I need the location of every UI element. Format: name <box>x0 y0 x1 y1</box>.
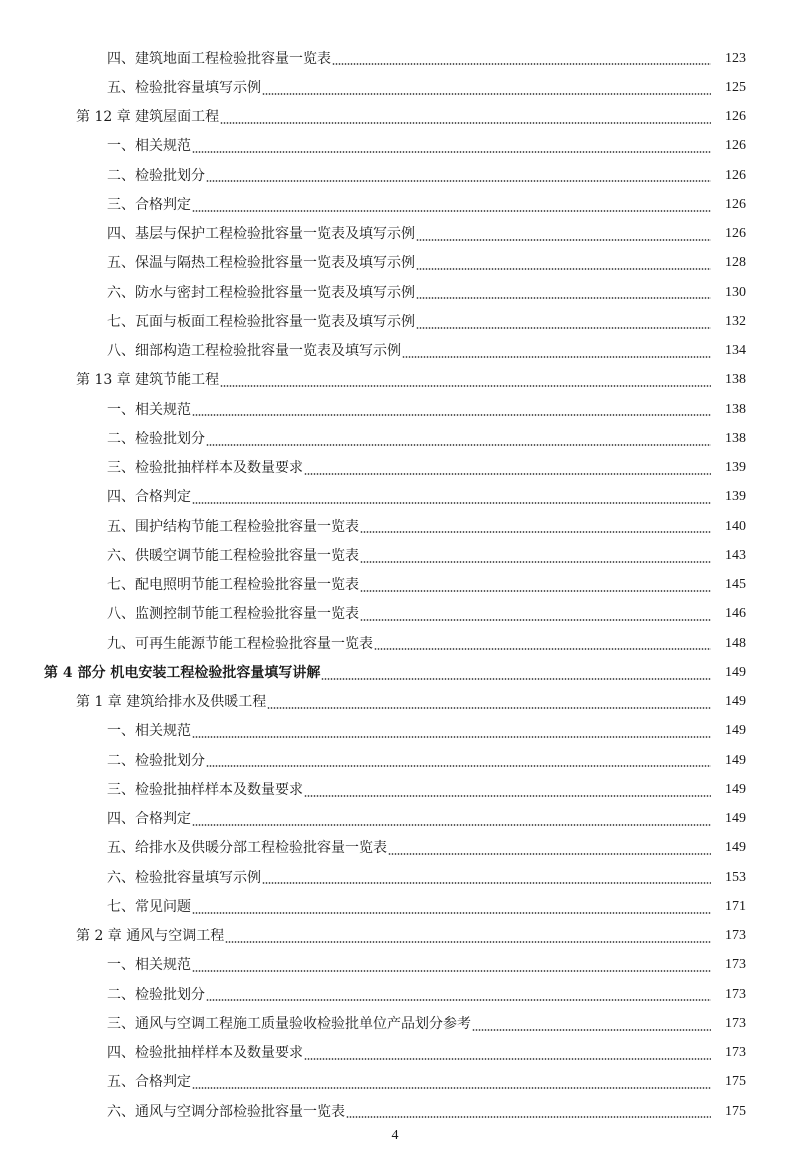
dot-leader <box>206 180 711 182</box>
dot-leader <box>192 1087 711 1089</box>
dot-leader <box>388 853 711 855</box>
dot-leader <box>304 795 711 797</box>
dot-leader <box>267 707 711 709</box>
toc-entry-title: 六、防水与密封工程检验批容量一览表及填写示例 <box>107 284 415 301</box>
dot-leader <box>192 502 711 504</box>
dot-leader <box>206 444 711 446</box>
toc-entry-title: 七、瓦面与板面工程检验批容量一览表及填写示例 <box>107 313 415 330</box>
toc-entry-section[interactable] <box>0 307 790 336</box>
toc-entry-title: 第 12 章 建筑屋面工程 <box>76 109 220 126</box>
dot-leader <box>360 561 711 563</box>
toc-entry-section[interactable] <box>0 863 790 892</box>
toc-entry-title: 三、通风与空调工程施工质量验收检验批单位产品划分参考 <box>107 1015 471 1032</box>
dot-leader <box>346 1116 711 1118</box>
toc-entry-page: 130 <box>725 284 746 300</box>
toc-entry-section[interactable] <box>0 220 790 249</box>
toc-entry-page: 126 <box>725 138 746 154</box>
toc-entry-title: 四、合格判定 <box>107 811 191 828</box>
toc-entry-title: 一、相关规范 <box>107 401 191 418</box>
dot-leader <box>206 999 711 1001</box>
toc-entry-title: 一、相关规范 <box>107 957 191 974</box>
toc-entry-chapter[interactable] <box>0 366 790 395</box>
toc-entry-title: 六、供暖空调节能工程检验批容量一览表 <box>107 547 359 564</box>
toc-entry-title: 第 1 章 建筑给排水及供暖工程 <box>76 694 267 711</box>
toc-entry-page: 149 <box>725 664 746 680</box>
toc-entry-title: 六、检验批容量填写示例 <box>107 869 261 886</box>
toc-entry-title: 三、合格判定 <box>107 196 191 213</box>
toc-entry-page: 175 <box>725 1103 746 1119</box>
toc-entry-title: 四、基层与保护工程检验批容量一览表及填写示例 <box>107 226 415 243</box>
toc-entry-page: 139 <box>725 460 746 476</box>
toc-entry-page: 149 <box>725 723 746 739</box>
toc-entry-title: 二、检验批划分 <box>107 986 205 1003</box>
toc-entry-title: 二、检验批划分 <box>107 430 205 447</box>
toc-entry-title: 九、可再生能源节能工程检验批容量一览表 <box>107 635 373 652</box>
toc-entry-page: 125 <box>725 79 746 95</box>
toc-entry-section[interactable] <box>0 44 790 73</box>
dot-leader <box>416 239 711 241</box>
toc-entry-title: 第 13 章 建筑节能工程 <box>76 372 220 389</box>
toc-entry-section[interactable] <box>0 1009 790 1038</box>
toc-entry-page: 134 <box>725 343 746 359</box>
dot-leader <box>206 765 711 767</box>
toc-entry-page: 173 <box>725 986 746 1002</box>
toc-entry-page: 126 <box>725 226 746 242</box>
toc-entry-page: 138 <box>725 372 746 388</box>
toc-entry-page: 149 <box>725 694 746 710</box>
toc-entry-section[interactable] <box>0 541 790 570</box>
dot-leader <box>262 882 711 884</box>
dot-leader <box>472 1029 711 1031</box>
toc-entry-page: 128 <box>725 255 746 271</box>
dot-leader <box>402 356 711 358</box>
toc-entry-section[interactable] <box>0 161 790 190</box>
toc-entry-section[interactable] <box>0 483 790 512</box>
page-number: 4 <box>391 1128 399 1143</box>
toc-entry-title: 四、检验批抽样样本及数量要求 <box>107 1045 303 1062</box>
toc-entry-title: 三、检验批抽样样本及数量要求 <box>107 460 303 477</box>
toc-entry-chapter[interactable] <box>0 922 790 951</box>
toc-entry-section[interactable] <box>0 454 790 483</box>
toc-entry-page: 126 <box>725 109 746 125</box>
toc-entry-page: 149 <box>725 752 746 768</box>
toc-entry-page: 139 <box>725 489 746 505</box>
toc-entry-title: 八、监测控制节能工程检验批容量一览表 <box>107 606 359 623</box>
dot-leader <box>225 941 711 943</box>
toc-entry-section[interactable] <box>0 190 790 219</box>
dot-leader <box>192 151 711 153</box>
toc-entry-page: 175 <box>725 1074 746 1090</box>
toc-entry-page: 126 <box>725 196 746 212</box>
toc-entry-section[interactable] <box>0 717 790 746</box>
dot-leader <box>262 93 711 95</box>
toc-entry-title: 第 4 部分 机电安装工程检验批容量填写讲解 <box>44 664 321 681</box>
toc-entry-section[interactable] <box>0 1039 790 1068</box>
toc-entry-title: 五、围护结构节能工程检验批容量一览表 <box>107 518 359 535</box>
dot-leader <box>304 473 711 475</box>
toc-entry-section[interactable] <box>0 571 790 600</box>
dot-leader <box>332 63 711 65</box>
toc-entry-page: 145 <box>725 577 746 593</box>
toc-entry-page: 126 <box>725 167 746 183</box>
toc-entry-title: 三、检验批抽样样本及数量要求 <box>107 781 303 798</box>
dot-leader <box>192 970 711 972</box>
toc-entry-page: 173 <box>725 1045 746 1061</box>
toc-entry-section[interactable] <box>0 629 790 658</box>
toc-entry-section[interactable] <box>0 424 790 453</box>
dot-leader <box>416 297 711 299</box>
toc-entry-section[interactable] <box>0 512 790 541</box>
dot-leader <box>192 912 711 914</box>
toc-entry-section[interactable] <box>0 980 790 1009</box>
dot-leader <box>192 414 711 416</box>
toc-entry-page: 140 <box>725 518 746 534</box>
toc-entry-title: 五、保温与隔热工程检验批容量一览表及填写示例 <box>107 255 415 272</box>
toc-entry-title: 第 2 章 通风与空调工程 <box>76 928 225 945</box>
toc-entry-title: 五、合格判定 <box>107 1074 191 1091</box>
toc-entry-title: 四、合格判定 <box>107 489 191 506</box>
toc-entry-page: 123 <box>725 50 746 66</box>
dot-leader <box>416 268 711 270</box>
toc-entry-title: 六、通风与空调分部检验批容量一览表 <box>107 1103 345 1120</box>
toc-entry-section[interactable] <box>0 249 790 278</box>
toc-entry-page: 148 <box>725 635 746 651</box>
dot-leader <box>220 385 711 387</box>
toc-entry-title: 七、配电照明节能工程检验批容量一览表 <box>107 577 359 594</box>
dot-leader <box>192 736 711 738</box>
dot-leader <box>321 678 711 680</box>
toc-entry-section[interactable] <box>0 1068 790 1097</box>
dot-leader <box>192 210 711 212</box>
dot-leader <box>360 531 711 533</box>
toc-entry-page: 132 <box>725 313 746 329</box>
toc-entry-page: 149 <box>725 840 746 856</box>
toc-entry-page: 143 <box>725 547 746 563</box>
dot-leader <box>360 590 711 592</box>
toc-entry-title: 一、相关规范 <box>107 138 191 155</box>
toc-entry-title: 二、检验批划分 <box>107 167 205 184</box>
toc-entry-section[interactable] <box>0 73 790 102</box>
toc-entry-title: 八、细部构造工程检验批容量一览表及填写示例 <box>107 343 401 360</box>
toc-entry-page: 173 <box>725 1015 746 1031</box>
dot-leader <box>360 619 711 621</box>
toc-entry-section[interactable] <box>0 775 790 804</box>
toc-entry-page: 173 <box>725 928 746 944</box>
toc-entry-page: 138 <box>725 430 746 446</box>
toc-entry-section[interactable] <box>0 951 790 980</box>
toc-entry-section[interactable] <box>0 600 790 629</box>
table-of-contents <box>0 44 790 1126</box>
dot-leader <box>304 1058 711 1060</box>
toc-entry-part[interactable] <box>0 658 790 687</box>
toc-entry-section[interactable] <box>0 805 790 834</box>
toc-entry-page: 149 <box>725 781 746 797</box>
toc-entry-title: 五、检验批容量填写示例 <box>107 79 261 96</box>
toc-entry-title: 七、常见问题 <box>107 898 191 915</box>
toc-entry-section[interactable] <box>0 395 790 424</box>
toc-entry-page: 153 <box>725 869 746 885</box>
dot-leader <box>192 824 711 826</box>
toc-entry-page: 171 <box>725 898 746 914</box>
toc-entry-section[interactable] <box>0 892 790 921</box>
toc-entry-title: 二、检验批划分 <box>107 752 205 769</box>
toc-entry-title: 四、建筑地面工程检验批容量一览表 <box>107 50 331 67</box>
toc-entry-page: 173 <box>725 957 746 973</box>
toc-entry-chapter[interactable] <box>0 688 790 717</box>
dot-leader <box>220 122 711 124</box>
toc-entry-title: 一、相关规范 <box>107 723 191 740</box>
toc-entry-page: 146 <box>725 606 746 622</box>
toc-entry-chapter[interactable] <box>0 103 790 132</box>
toc-entry-section[interactable] <box>0 132 790 161</box>
toc-entry-title: 五、给排水及供暖分部工程检验批容量一览表 <box>107 840 387 857</box>
toc-entry-section[interactable] <box>0 278 790 307</box>
dot-leader <box>416 327 711 329</box>
toc-entry-section[interactable] <box>0 337 790 366</box>
toc-entry-section[interactable] <box>0 746 790 775</box>
toc-entry-page: 138 <box>725 401 746 417</box>
toc-entry-page: 149 <box>725 811 746 827</box>
toc-entry-section[interactable] <box>0 1097 790 1126</box>
toc-entry-section[interactable] <box>0 834 790 863</box>
dot-leader <box>374 648 711 650</box>
